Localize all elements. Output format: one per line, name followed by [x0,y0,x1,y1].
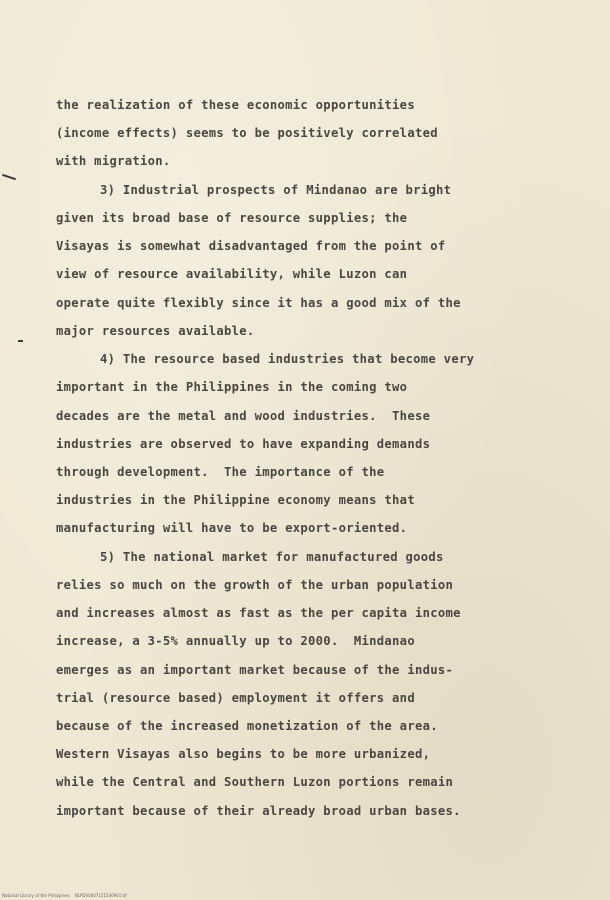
text-line: because of the increased monetization of the area. [56,719,438,733]
text-line: emerges as an important market because of the indus- [56,663,454,677]
text-line: with migration. [56,154,171,168]
text-line: 4) The resource based industries that become very [100,352,475,366]
margin-mark [2,174,16,180]
text-line: important because of their already broad urban bases. [56,804,461,818]
text-line: while the Central and Southern Luzon portions remain [56,775,454,789]
text-line: through development. The importance of the [56,465,385,479]
text-line: major resources available. [56,324,255,338]
text-line: manufacturing will have to be export-oriented. [56,521,408,535]
text-line: operate quite flexibly since it has a good mix of the [56,296,461,310]
text-line: Western Visayas also begins to be more urbanized, [56,747,431,761]
text-line: industries in the Philippine economy means that [56,493,415,507]
text-line: industries are observed to have expanding demands [56,437,431,451]
text-line: increase, a 3-5% annually up to 2000. Mindanao [56,634,415,648]
text-line: relies so much on the growth of the urban population [56,578,454,592]
text-line: given its broad base of resource supplies; the [56,211,408,225]
text-line: Visayas is somewhat disadvantaged from the point of [56,239,446,253]
scan-footer: National Library of the Philippines NLPDV0007151536901.tif [2,893,127,898]
text-line: and increases almost as fast as the per capita income [56,606,461,620]
text-line: decades are the metal and wood industries. These [56,409,431,423]
text-line: the realization of these economic opportunities [56,98,415,112]
text-line: view of resource availability, while Luzon can [56,267,408,281]
text-line: trial (resource based) employment it offers and [56,691,415,705]
text-line: 5) The national market for manufactured goods [100,550,444,564]
text-line: 3) Industrial prospects of Mindanao are bright [100,183,452,197]
margin-mark [18,340,23,342]
text-line: (income effects) seems to be positively correlated [56,126,438,140]
text-line: important in the Philippines in the coming two [56,380,408,394]
